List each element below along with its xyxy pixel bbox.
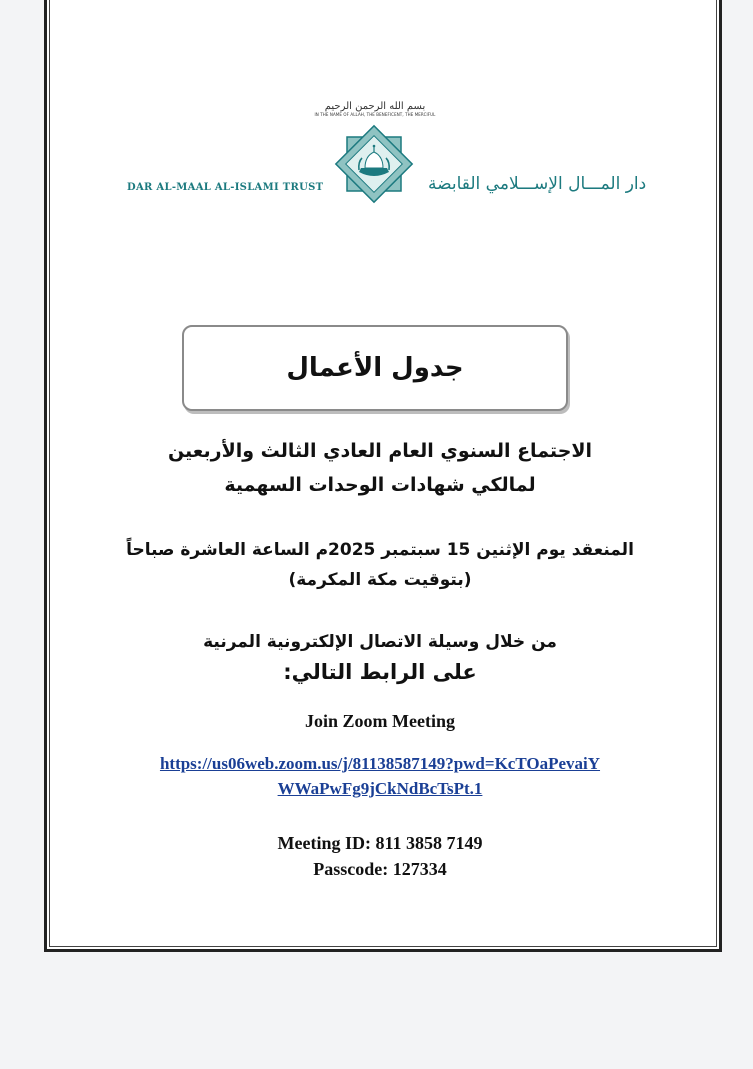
zoom-link-line2-wrap [60, 779, 700, 799]
page-title: جدول الأعمال [286, 353, 464, 383]
join-zoom-label: Join Zoom Meeting [305, 711, 455, 731]
meeting-name-line1: الاجتماع السنوي العام العادي الثالث والأربعين [167, 440, 593, 462]
meeting-date-line: المنعقد يوم الإثنين 15 سبتمبر 2025م الساعة العاشرة صباحاً [126, 540, 634, 560]
org-name-arabic: دار المـــال الإســـلامي القابضة [428, 174, 647, 194]
zoom-link-line2[interactable]: WWaPwFg9jCkNdBcTsPt.1 [277, 779, 483, 798]
passcode: Passcode: 127334 [313, 859, 447, 879]
basmala [300, 101, 450, 117]
meeting-id: Meeting ID: 811 3858 7149 [277, 833, 483, 853]
basmala-english: IN THE NAME OF ALLAH, THE BENEFICENT, THE MERCIFUL [314, 112, 436, 117]
meeting-name-line2: لمالكي شهادات الوحدات السهمية [224, 474, 536, 496]
basmala-arabic: بسم الله الرحمن الرحيم [324, 101, 426, 112]
dmi-emblem-icon [332, 122, 416, 206]
meeting-timezone-line: (بتوقيت مكة المكرمة) [288, 570, 472, 590]
agenda-title-box [182, 325, 568, 411]
org-name-english: DAR AL-MAAL AL-ISLAMI TRUST [127, 182, 324, 193]
zoom-link-line1-wrap [60, 754, 700, 774]
link-intro-line: على الرابط التالي: [283, 660, 477, 684]
zoom-link-line1[interactable]: https://us06web.zoom.us/j/81138587149?pwd=KcTOaPevaiY [159, 754, 601, 773]
meeting-method-line: من خلال وسيلة الاتصال الإلكترونية المرنية [203, 632, 557, 652]
